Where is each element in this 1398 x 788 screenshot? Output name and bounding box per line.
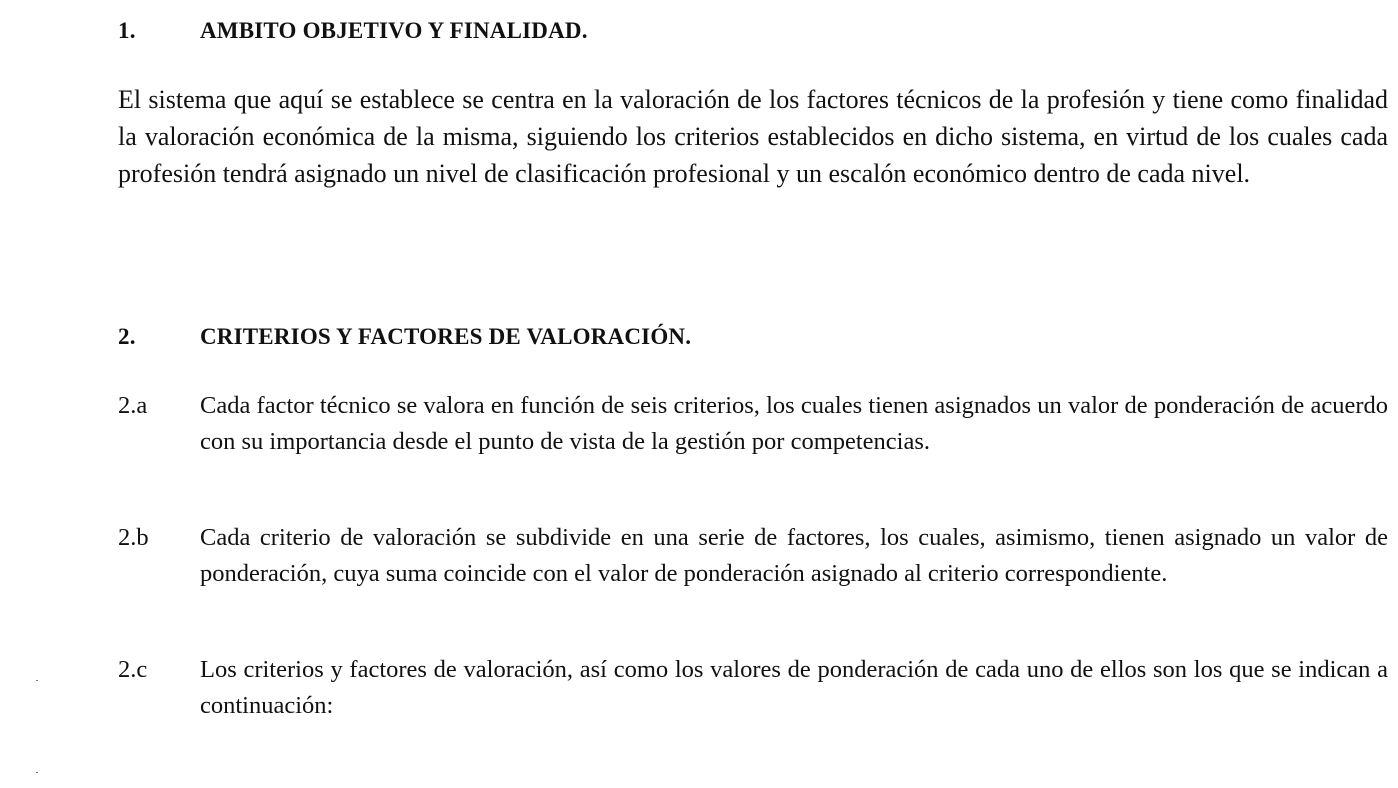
item-label: 2.a: [118, 392, 148, 419]
section-title: AMBITO OBJETIVO Y FINALIDAD.: [200, 18, 588, 43]
item-text: Cada factor técnico se valora en función de seis criterios, los cuales tienen asignados un valor de ponderación de acuerdo con su importancia desde el punto de vista de la gestión por competencias.: [200, 392, 1388, 455]
section-1-paragraph: El sistema que aquí se establece se centra en la valoración de los factores técnicos de la profesión y tiene como finalidad la valoración económica de la misma, siguiendo los criterios establecidos en dicho sistema, en virtud de los cuales cada profesión tendrá asignado un nivel de clasificación profesional y un escalón económico dentro de cada nivel.: [118, 85, 1388, 188]
item-text: Los criterios y factores de valoración, así como los valores de ponderación de cada uno de ellos son los que se indican a continuación:: [200, 656, 1388, 719]
item-label: 2.c: [118, 656, 148, 683]
list-item: [118, 388, 1388, 460]
item-text: Cada criterio de valoración se subdivide en una serie de factores, los cuales, asimismo, tienen asignado un valor de ponderación, cuya suma coincide con el valor de ponderación asignado al criterio correspondiente.: [200, 524, 1388, 587]
scan-speck: [36, 772, 38, 773]
section-heading-1: [118, 18, 588, 44]
section-number: 2.: [118, 324, 136, 349]
list-item: [118, 652, 1388, 724]
item-label: 2.b: [118, 524, 149, 551]
scan-speck: [36, 680, 38, 681]
list-item: [118, 520, 1388, 592]
section-title: CRITERIOS Y FACTORES DE VALORACIÓN.: [200, 324, 692, 349]
section-number: 1.: [118, 18, 136, 43]
section-heading-2: [118, 324, 691, 350]
